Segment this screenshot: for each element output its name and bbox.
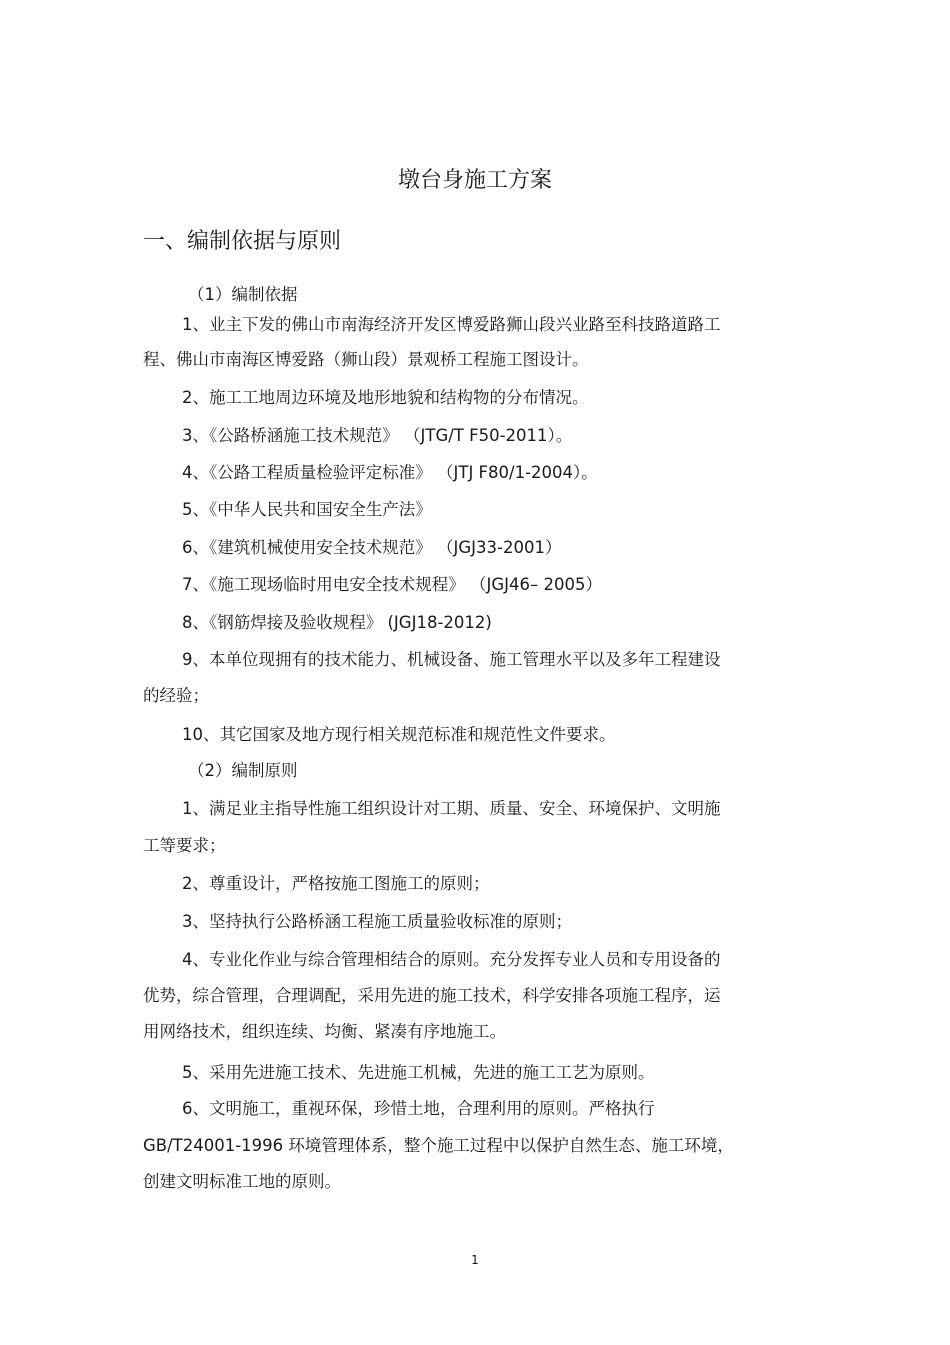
page-number: 1 [471,1253,479,1267]
paragraph-line: 9、本单位现拥有的技术能力、机械设备、施工管理水平以及多年工程建设 [182,650,721,669]
paragraph-line: 程、佛山市南海区博爱路（狮山段）景观桥工程施工图设计。 [143,350,589,369]
paragraph-line: 5、《中华人民共和国安全生产法》 [182,500,432,519]
paragraph-line: 3、坚持执行公路桥涵工程施工质量验收标准的原则； [182,912,572,931]
paragraph-line: 8、《钢筋焊接及验收规程》 (JGJ18-2012) [182,613,492,632]
paragraph-line: 3、《公路桥涵施工技术规范》 （JTG/T F50-2011）。 [182,426,573,445]
subsection-heading-basis: （1）编制依据 [188,285,298,304]
paragraph-line: 4、专业化作业与综合管理相结合的原则。充分发挥专业人员和专用设备的 [182,950,721,969]
paragraph-line: 用网络技术，组织连续、均衡、紧凑有序地施工。 [143,1022,506,1041]
paragraph-line: 2、尊重设计，严格按施工图施工的原则； [182,874,490,893]
paragraph-line: 5、采用先进施工技术、先进施工机械，先进的施工工艺为原则。 [182,1063,655,1082]
paragraph-line: 2、施工工地周边环境及地形地貌和结构物的分布情况。 [182,388,589,407]
paragraph-line: 创建文明标准工地的原则。 [143,1172,341,1191]
paragraph-line: 的经验； [143,686,209,705]
paragraph-line: 7、《施工现场临时用电安全技术规程》 （JGJ46– 2005） [182,575,602,594]
paragraph-line: 优势，综合管理，合理调配，采用先进的施工技术，科学安排各项施工程序，运 [143,986,721,1005]
paragraph-line: 6、文明施工，重视环保，珍惜土地，合理利用的原则。严格执行 [182,1099,655,1118]
paragraph-line: 4、《公路工程质量检验评定标准》 （JTJ F80/1-2004）。 [182,463,598,482]
subsection-heading-principles: （2）编制原则 [188,761,298,780]
paragraph-line: 1、满足业主指导性施工组织设计对工期、质量、安全、环境保护、文明施 [182,799,721,818]
paragraph-line: 工等要求； [143,836,226,855]
paragraph-line: 1、业主下发的佛山市南海经济开发区博爱路狮山段兴业路至科技路道路工 [182,315,721,334]
section-heading: 一、编制依据与原则 [143,229,342,254]
paragraph-line: 6、《建筑机械使用安全技术规范》 （JGJ33-2001） [182,538,562,557]
paragraph-line: 10、其它国家及地方现行相关规范标准和规范性文件要求。 [182,725,616,744]
paragraph-line: GB/T24001-1996 环境管理体系，整个施工过程中以保护自然生态、施工环境， [143,1136,734,1155]
document-title: 墩台身施工方案 [397,168,552,193]
